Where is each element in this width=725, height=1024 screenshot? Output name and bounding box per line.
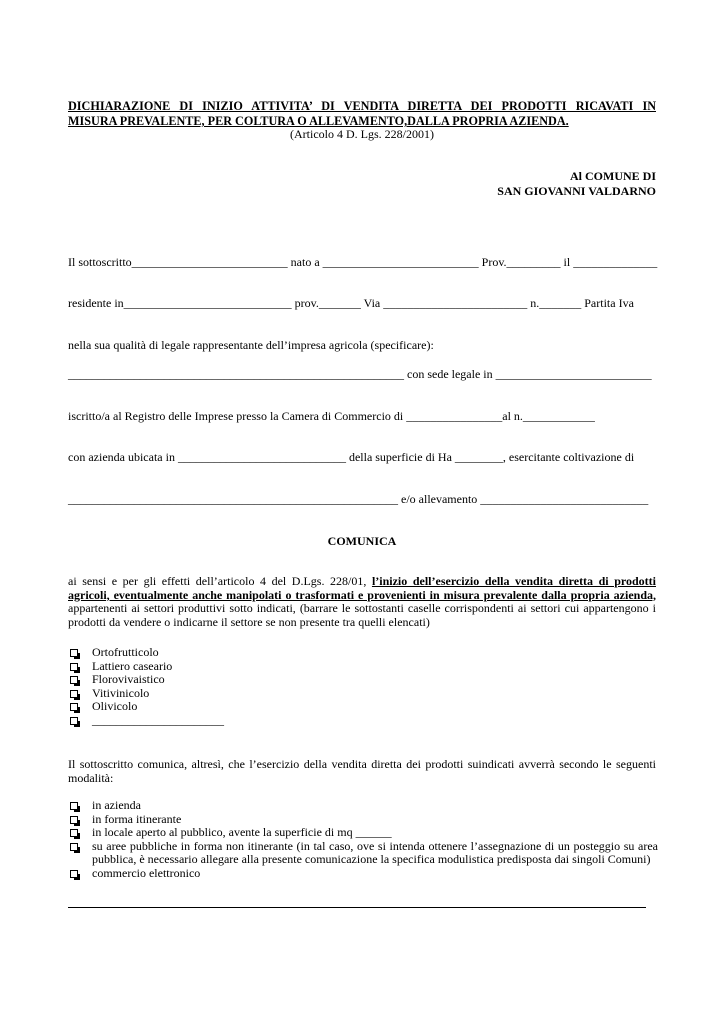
paragraph-line-4: prodotti da vendere o indicarne il settore se non presente tra quelli elencati) — [68, 614, 430, 629]
title-line-1: DICHIARAZIONE DI INIZIO ATTIVITA’ DI VENDITA DIRETTA DEI PRODOTTI RICAVATI IN — [68, 99, 656, 113]
checkbox-icon[interactable] — [70, 676, 78, 684]
list-item[interactable]: Florovivaistico — [68, 673, 658, 687]
form-line-name[interactable]: Il sottoscritto__________________________ nato a __________________________ Prov._________ il ______________ — [68, 255, 658, 269]
checkbox-icon[interactable] — [70, 870, 78, 878]
checkbox-icon[interactable] — [70, 829, 78, 837]
sector-checklist — [68, 646, 658, 728]
list-item[interactable]: in azienda — [68, 799, 658, 813]
title-line-2: MISURA PREVALENTE, PER COLTURA O ALLEVAMENTO,DALLA PROPRIA AZIENDA. — [68, 114, 569, 128]
list-item[interactable]: su aree pubbliche in forma non itinerante (in tal caso, ove si intenda ottenere l’assegnazione di un posteggio su area pubblica, è necessario allegare alla presente comunicazione la specifica modulistica predisposta dai singoli Comuni) — [68, 840, 658, 867]
section-heading-comunica: COMUNICA — [327, 534, 397, 548]
paragraph-intro: ai sensi e per gli effetti dell’articolo 4 del D.Lgs. 228/01, — [68, 574, 372, 588]
modes-line-2: modalità: — [68, 770, 114, 785]
checkbox-icon[interactable] — [70, 690, 78, 698]
form-line-registry[interactable]: iscritto/a al Registro delle Imprese presso la Camera di Commercio di ________________al n.____________ — [68, 409, 595, 423]
list-item[interactable]: ______________________ — [68, 714, 658, 728]
paragraph-bold-2: agricoli, eventualmente anche manipolati o trasformati e provenienti in misura prevalente dalla propria azienda, — [68, 587, 656, 602]
divider-line — [68, 907, 646, 908]
checkbox-icon[interactable] — [70, 816, 78, 824]
communication-paragraph — [68, 575, 656, 629]
checkbox-icon[interactable] — [70, 663, 78, 671]
document-subtitle: (Articolo 4 D. Lgs. 228/2001) — [290, 127, 434, 141]
form-line-company[interactable]: ________________________________________________________ con sede legale in __________________________ — [68, 367, 652, 381]
form-line-breeding[interactable]: _______________________________________________________ e/o allevamento ____________________________ — [68, 492, 649, 506]
list-item[interactable]: in locale aperto al pubblico, avente la superficie di mq ______ — [68, 826, 658, 840]
paragraph-line-1 — [68, 575, 656, 589]
list-item[interactable]: Ortofrutticolo — [68, 646, 658, 660]
recipient-line-1: Al COMUNE DI — [570, 169, 656, 183]
checkbox-icon[interactable] — [70, 802, 78, 810]
list-item[interactable]: Vitivinicolo — [68, 687, 658, 701]
modes-line-1: Il sottoscritto comunica, altresì, che l’esercizio della vendita diretta dei prodotti suindicati avverrà secondo le seguenti — [68, 757, 656, 771]
list-item[interactable]: Lattiero caseario — [68, 660, 658, 674]
modes-paragraph — [68, 758, 656, 785]
list-item[interactable]: commercio elettronico — [68, 867, 658, 881]
list-item[interactable]: Olivicolo — [68, 700, 658, 714]
form-line-residence[interactable]: residente in____________________________ prov._______ Via ________________________ n._______ Partita Iva — [68, 296, 634, 310]
checkbox-icon[interactable] — [70, 703, 78, 711]
checkbox-icon[interactable] — [70, 649, 78, 657]
form-line-farm[interactable]: con azienda ubicata in ____________________________ della superficie di Ha ________, esercitante coltivazione di — [68, 450, 635, 464]
checkbox-icon[interactable] — [70, 717, 78, 725]
paragraph-line-3: appartenenti ai settori produttivi sotto indicati, (barrare le sottostanti caselle corrispondenti ai settori cui appartengono i — [68, 601, 656, 615]
checkbox-icon[interactable] — [70, 843, 78, 851]
form-line-role: nella sua qualità di legale rappresentante dell’impresa agricola (specificare): — [68, 338, 434, 352]
recipient-line-2: SAN GIOVANNI VALDARNO — [497, 184, 656, 198]
paragraph-bold-1: l’inizio dell’esercizio della vendita diretta di prodotti — [371, 574, 656, 588]
modes-checklist — [68, 799, 658, 881]
document-title — [68, 99, 656, 129]
list-item[interactable]: in forma itinerante — [68, 813, 658, 827]
